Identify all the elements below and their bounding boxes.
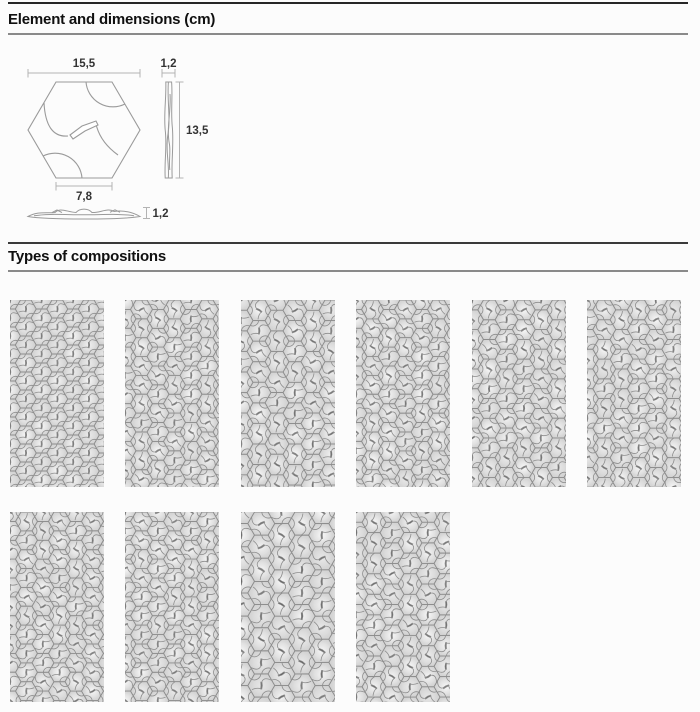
bottom-profile-view [28,209,140,219]
compositions-rule-top [8,242,688,244]
section-title-compositions: Types of compositions [8,248,167,265]
dimension-front-base-label: 7,8 [76,191,92,203]
dim-side-height [176,82,209,178]
dim-side-thickness [161,58,177,78]
composition-4 [356,300,450,487]
composition-10 [356,512,450,702]
composition-7 [10,512,104,702]
composition-9 [241,512,335,702]
dimension-side-height-label: 13,5 [186,125,209,137]
compositions-rule-bottom [8,270,688,272]
composition-8 [125,512,219,702]
side-profile-view [165,82,173,178]
composition-6 [587,300,681,487]
dimension-front-width-label: 15,5 [72,58,96,70]
dimension-side-thickness-label: 1,2 [160,58,177,70]
composition-1 [10,300,104,487]
element-technical-drawing [0,0,700,240]
composition-2 [125,300,219,487]
compositions-row-1 [10,300,681,487]
dim-front-base [56,182,112,203]
dim-profile-thickness [143,208,169,221]
composition-5 [472,300,566,487]
section-title-element: Element and dimensions (cm) [8,11,216,28]
dim-front-width [28,58,140,78]
compositions-row-2 [10,512,450,702]
hexagon-front-view [28,82,140,178]
composition-3 [241,300,335,487]
dimension-profile-thickness-label: 1,2 [152,208,169,220]
